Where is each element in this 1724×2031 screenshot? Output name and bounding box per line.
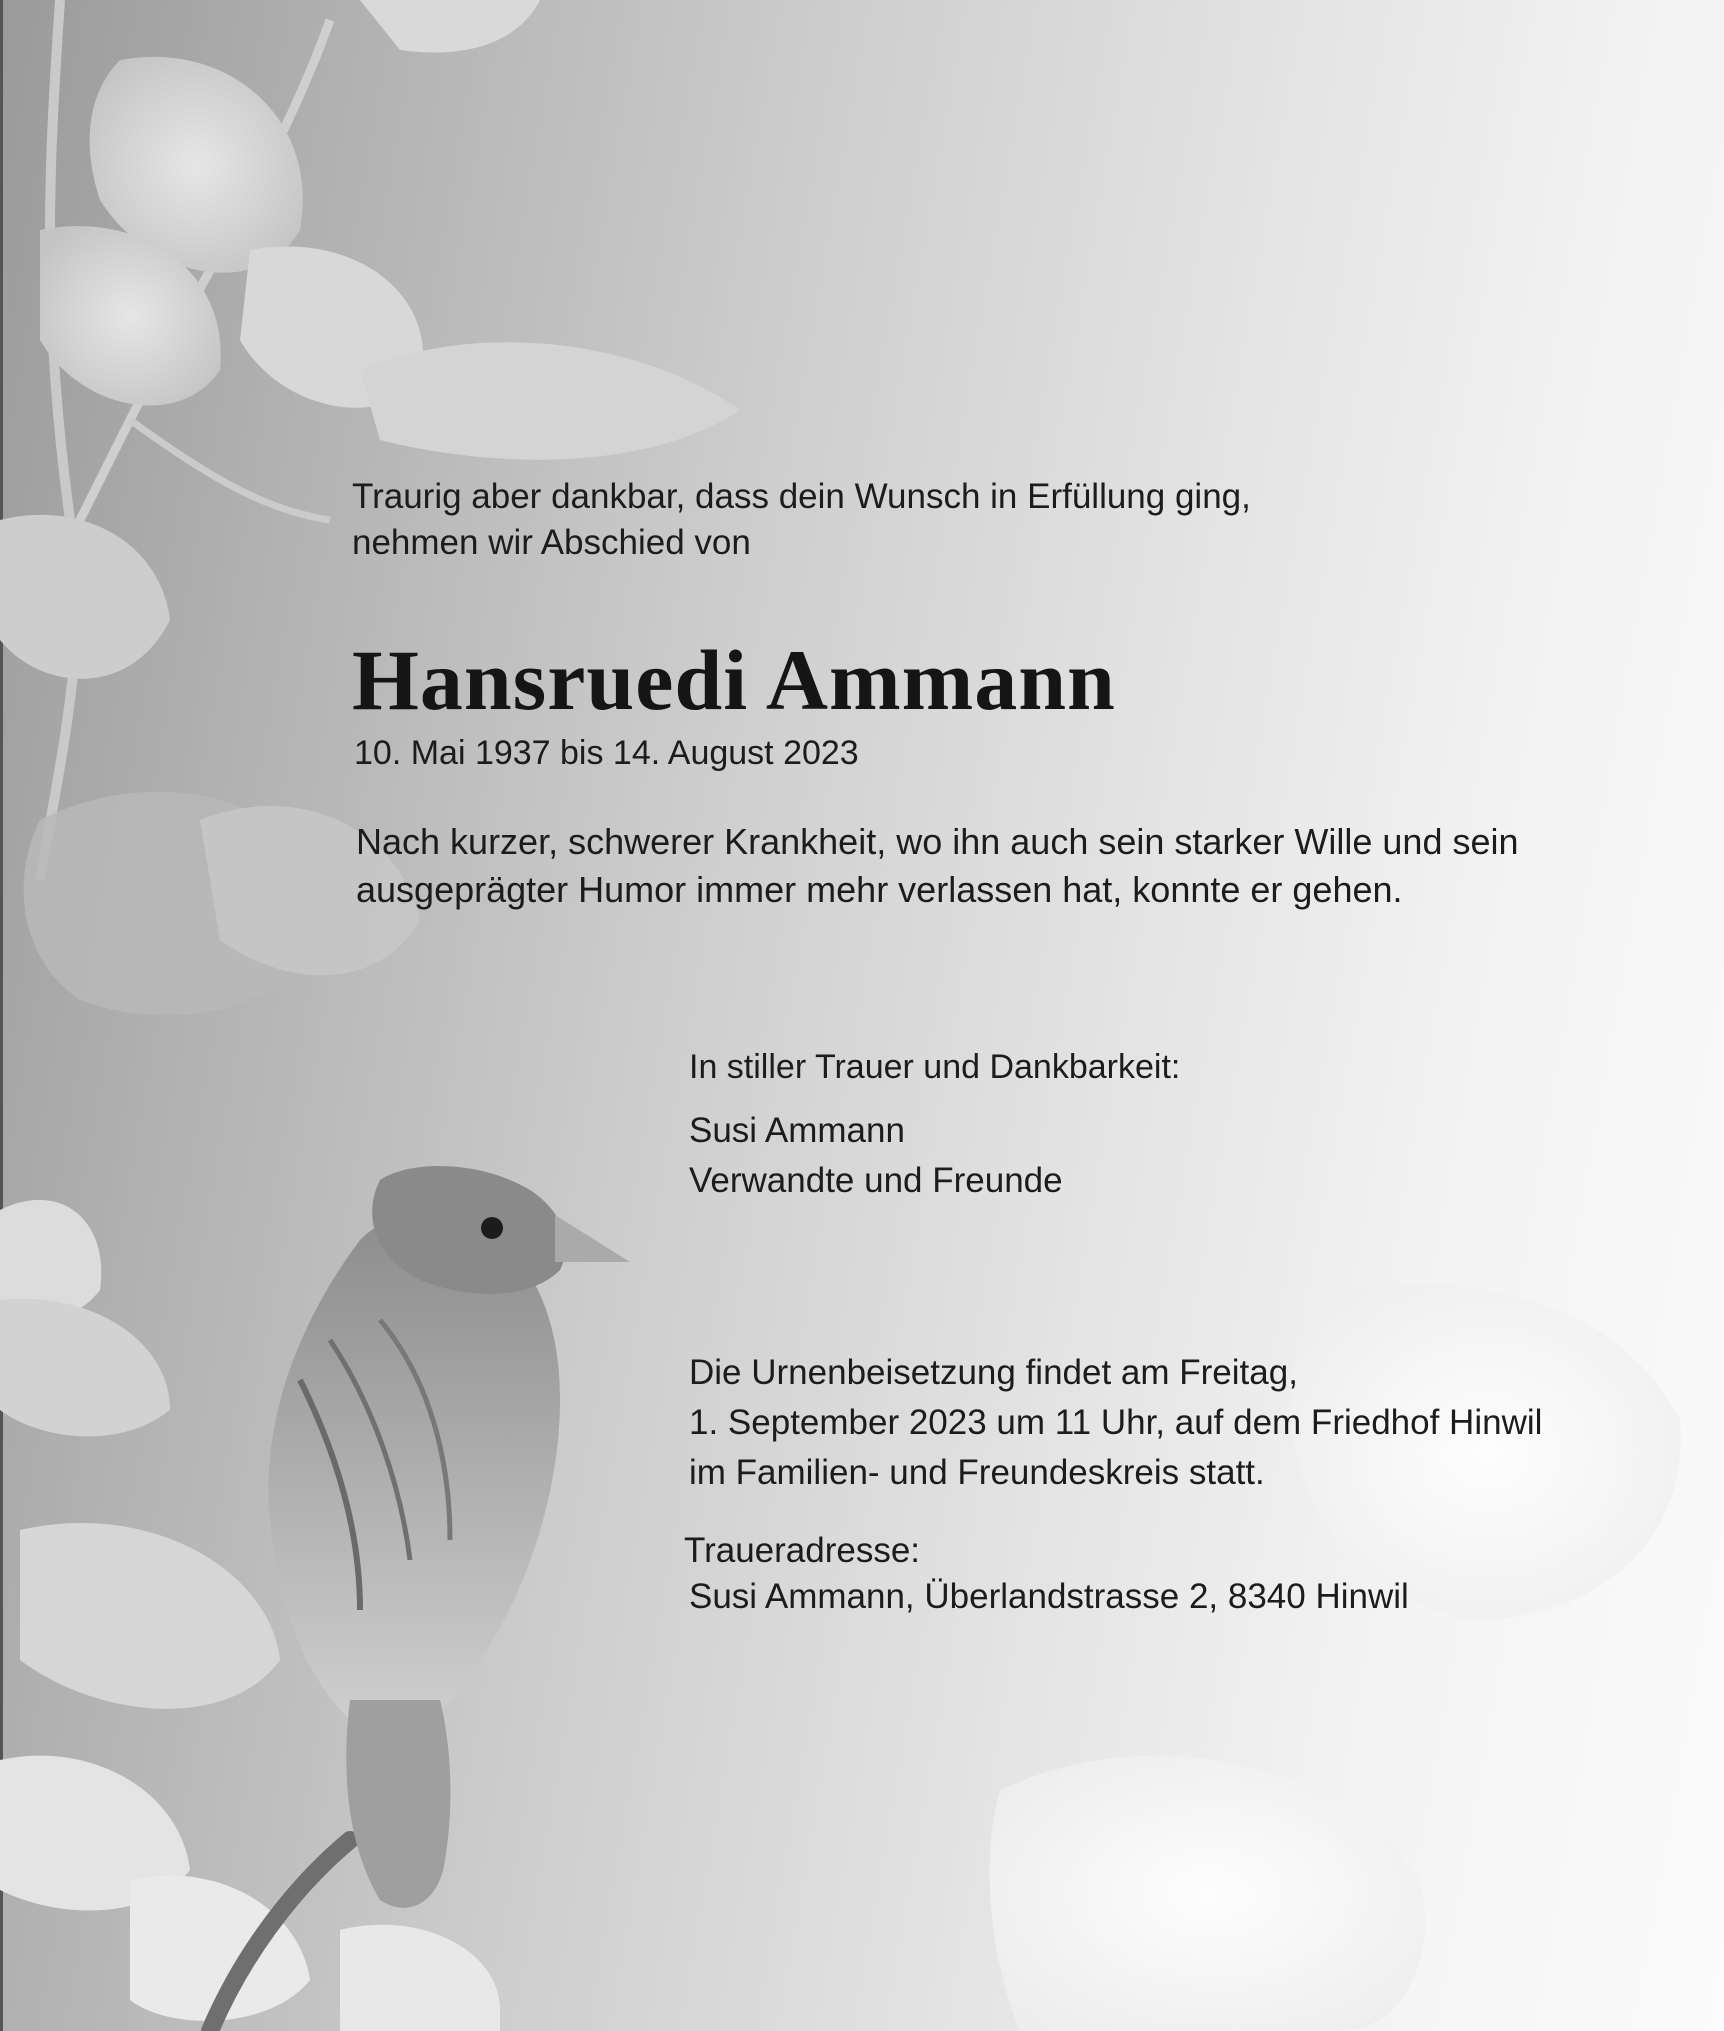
burial-line-2: 1. September 2023 um 11 Uhr, auf dem Friedhof Hinwil — [689, 1403, 1543, 1442]
mourning-heading: In stiller Trauer und Dankbarkeit: — [689, 1048, 1181, 1086]
intro-line-2: nehmen wir Abschied von — [352, 523, 751, 562]
address-label: Traueradresse: — [684, 1531, 921, 1570]
mourner-name: Susi Ammann — [689, 1111, 905, 1150]
burial-info — [689, 1348, 1542, 1498]
farewell-message — [356, 818, 1519, 914]
address-value: Susi Ammann, Überlandstrasse 2, 8340 Hinwil — [689, 1577, 1409, 1616]
burial-line-1: Die Urnenbeisetzung findet am Freitag, — [689, 1353, 1298, 1392]
intro-text — [352, 474, 1251, 566]
life-dates: 10. Mai 1937 bis 14. August 2023 — [354, 734, 859, 772]
message-line-1: Nach kurzer, schwerer Krankheit, wo ihn auch sein starker Wille und sein — [356, 821, 1519, 862]
message-line-2: ausgeprägter Humor immer mehr verlassen hat, konnte er gehen. — [356, 869, 1403, 910]
deceased-name: Hansruedi Ammann — [352, 632, 1116, 728]
intro-line-1: Traurig aber dankbar, dass dein Wunsch in Erfüllung ging, — [352, 477, 1251, 516]
mourner-name: Verwandte und Freunde — [689, 1161, 1063, 1200]
leaf-cluster-top-left — [0, 0, 740, 679]
sparrow-bird — [268, 1166, 630, 1908]
burial-line-3: im Familien- und Freundeskreis statt. — [689, 1453, 1265, 1492]
mourners-list — [689, 1106, 1063, 1206]
